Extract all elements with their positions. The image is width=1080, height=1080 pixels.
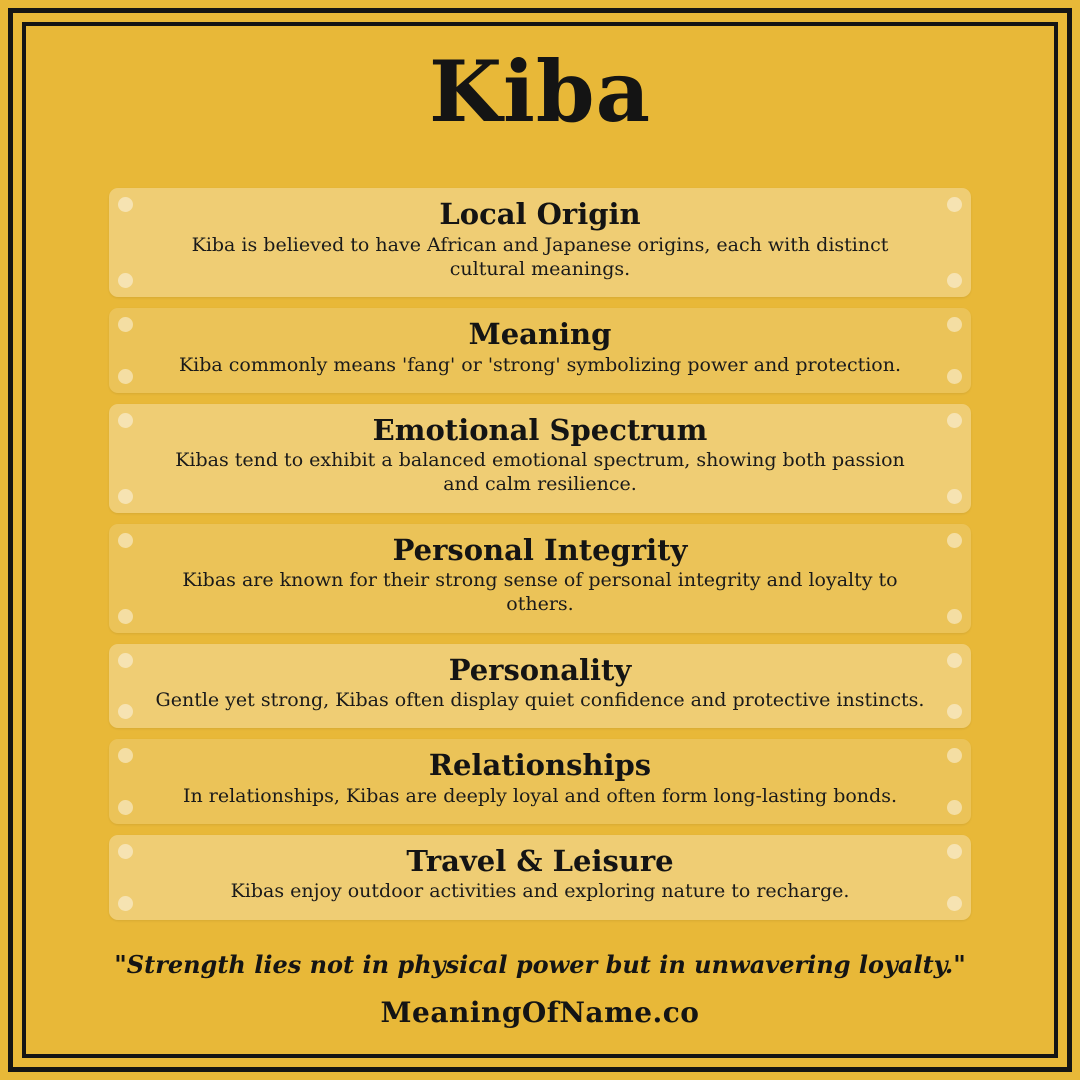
section-text: Kiba commonly means 'fang' or 'strong' symbolizing power and protection. <box>178 353 902 376</box>
rivet-icon <box>947 844 962 859</box>
rivet-icon <box>947 533 962 548</box>
rivet-icon <box>118 896 133 911</box>
rivet-icon <box>947 748 962 763</box>
section-title: Relationships <box>428 748 652 783</box>
rivet-icon <box>118 653 133 668</box>
section-card-travel-leisure <box>109 835 971 920</box>
rivet-icon <box>947 609 962 624</box>
rivet-icon <box>118 748 133 763</box>
rivet-icon <box>947 197 962 212</box>
poster-content <box>30 30 1050 1050</box>
section-card-emotional-spectrum <box>109 404 971 513</box>
rivet-icon <box>118 609 133 624</box>
page-title: Kiba <box>428 42 652 141</box>
rivet-icon <box>118 273 133 288</box>
rivet-icon <box>947 489 962 504</box>
brand-footer: MeaningOfName.co <box>380 995 700 1029</box>
section-text: Kibas are known for their strong sense of personal integrity and loyalty to others. <box>182 569 898 616</box>
section-card-relationships <box>109 739 971 824</box>
section-text: Kibas enjoy outdoor activities and exploring nature to recharge. <box>230 880 850 903</box>
rivet-icon <box>118 844 133 859</box>
section-text: In relationships, Kibas are deeply loyal and often form long-lasting bonds. <box>183 784 897 807</box>
section-card-local-origin <box>109 188 971 297</box>
rivet-icon <box>118 533 133 548</box>
section-text: Gentle yet strong, Kibas often display quiet confidence and protective instincts. <box>155 689 925 712</box>
section-title: Travel & Leisure <box>406 844 674 879</box>
rivet-icon <box>118 489 133 504</box>
rivet-icon <box>947 317 962 332</box>
section-card-personality <box>109 644 971 729</box>
rivet-icon <box>118 317 133 332</box>
rivet-icon <box>118 800 133 815</box>
section-title: Meaning <box>468 317 612 352</box>
sections-list <box>30 188 1050 920</box>
rivet-icon <box>947 413 962 428</box>
rivet-icon <box>947 800 962 815</box>
section-title: Personality <box>448 652 632 687</box>
section-text: Kibas tend to exhibit a balanced emotional spectrum, showing both passion and calm resilience. <box>175 449 905 496</box>
rivet-icon <box>947 369 962 384</box>
section-title: Personal Integrity <box>392 532 688 567</box>
section-card-personal-integrity <box>109 524 971 633</box>
rivet-icon <box>947 653 962 668</box>
section-title: Emotional Spectrum <box>372 412 708 447</box>
section-card-meaning <box>109 308 971 393</box>
rivet-icon <box>118 704 133 719</box>
rivet-icon <box>118 369 133 384</box>
section-title: Local Origin <box>439 197 641 232</box>
rivet-icon <box>947 896 962 911</box>
rivet-icon <box>118 197 133 212</box>
section-text: Kiba is believed to have African and Japanese origins, each with distinct cultural meanings. <box>191 233 889 280</box>
rivet-icon <box>118 413 133 428</box>
quote-text: "Strength lies not in physical power but in unwavering loyalty." <box>114 949 966 979</box>
rivet-icon <box>947 704 962 719</box>
rivet-icon <box>947 273 962 288</box>
